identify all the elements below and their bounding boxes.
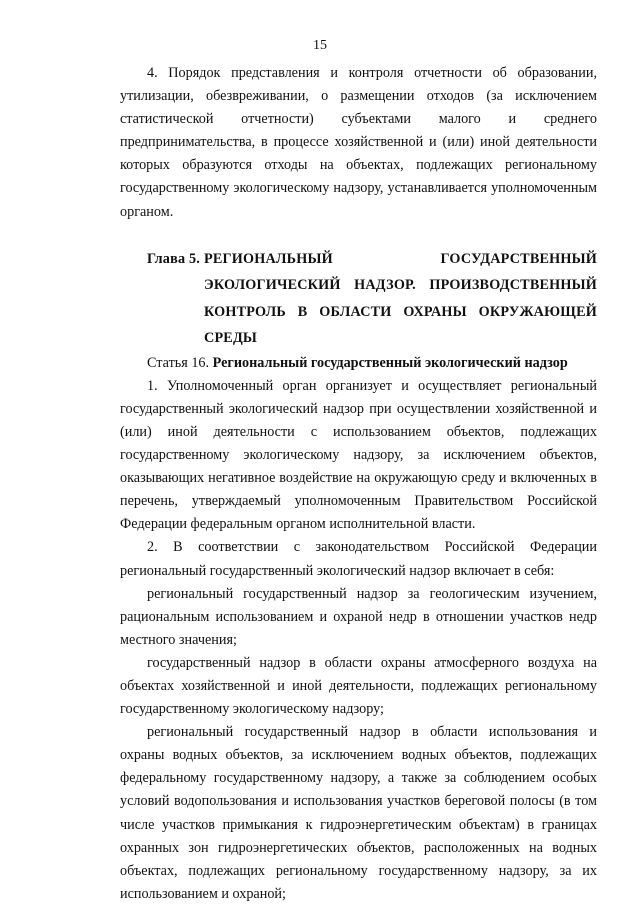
paragraph-4: 4. Порядок представления и контроля отчетности об образовании, утилизации, обезвреживании, о размещении отходов (за исключением статистической отчетности) субъектами малого и среднего предпринимательства, в процессе хозяйственной и (или) иной деятельности которых образуются отходы на объектах, подлежащих региональному государственному экологическому надзору, устанавливается уполномоченным органом. [120, 65, 597, 220]
page-number: 15 [313, 38, 327, 53]
list-item-air: государственный надзор в области охраны атмосферного воздуха на объектах хозяйственной и иной деятельности, подлежащих региональному государственному экологическому надзору; [120, 654, 597, 718]
list-item-subsoil: региональный государственный надзор за геологическим изучением, рациональным использованием и охраной недр в отношении участков недр местного значения; [120, 585, 597, 648]
list-item-water: региональный государственный надзор в области использования и охраны водных объектов, за исключением водных объектов, подлежащих федеральному государственному надзору, а также за соблюдением особых условий водопользования и использования участков береговой полосы (в том числе участков примыкания к гидроэнергетическим объектам) в границах охранных зон гидроэнергетических объектов, расположенных на водных объектах, подлежащих региональному государственному надзору, за их использованием и охраной; [120, 724, 597, 902]
chapter-heading [120, 246, 597, 352]
article-heading [120, 352, 597, 375]
chapter-title: РЕГИОНАЛЬНЫЙ ГОСУДАРСТВЕННЫЙ ЭКОЛОГИЧЕСКИЙ НАДЗОР. ПРОИЗВОДСТВЕННЫЙ КОНТРОЛЬ В ОБЛАСТИ ОХРАНЫ ОКРУЖАЮЩЕЙ СРЕДЫ [204, 250, 597, 347]
chapter-label: Глава 5. [147, 250, 201, 267]
document-body [120, 62, 597, 906]
article-label: Статья 16. [147, 354, 210, 371]
article-paragraph-2: 2. В соответствии с законодательством Российской Федерации региональный государственный экологический надзор включает в себя: [120, 539, 597, 579]
article-paragraph-1: 1. Уполномоченный орган организует и осуществляет региональный государственный экологический надзор при осуществлении хозяйственной и (или) иной деятельности с использованием объектов, подлежащих государственному экологическому надзору, за исключением объектов, оказывающих негативное воздействие на окружающую среду и включенных в перечень, утверждаемый уполномоченным Правительством Российской Федерации федеральным органом исполнительной власти. [120, 377, 597, 533]
article-title: Региональный государственный экологический надзор [212, 354, 568, 371]
